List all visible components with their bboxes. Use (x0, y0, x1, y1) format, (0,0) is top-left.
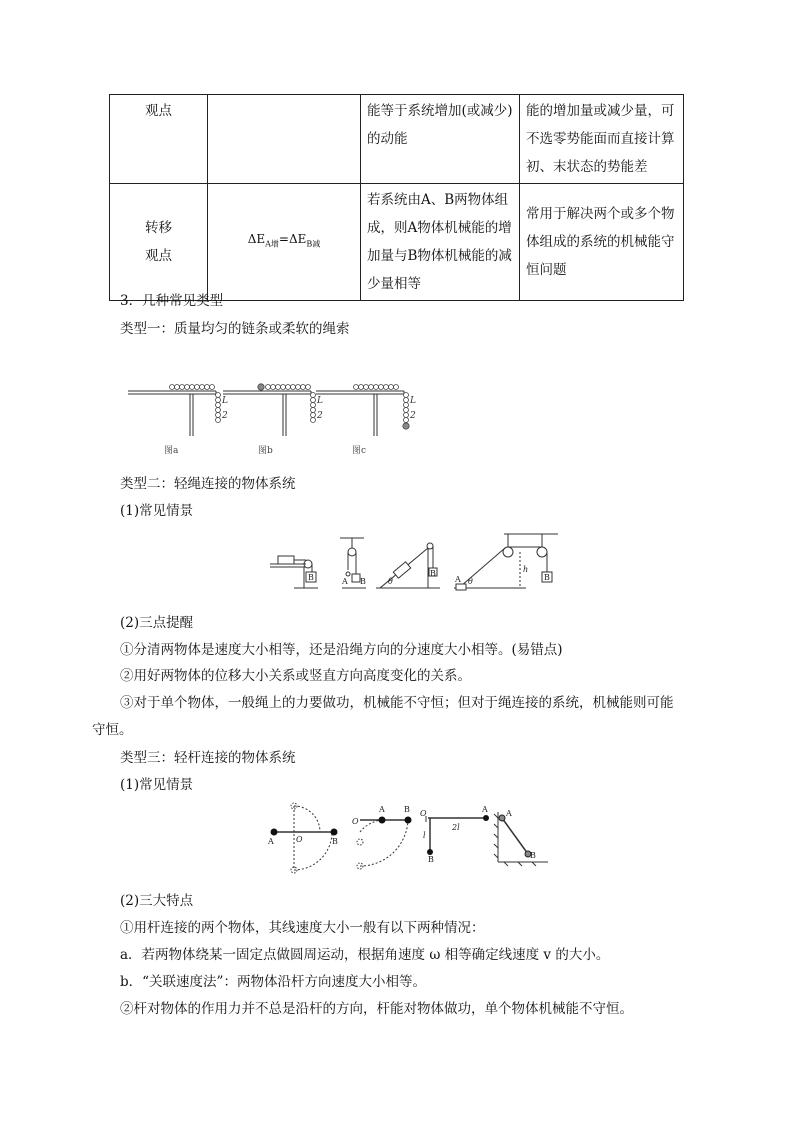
rod-figures (262, 802, 552, 878)
label-l: l (423, 831, 426, 840)
subheading: (1)常见情景 (120, 777, 194, 793)
label-A: A (482, 805, 488, 814)
label-B: B (544, 573, 550, 582)
formula-part: ΔE (247, 232, 266, 247)
label-O: O (420, 809, 427, 818)
mass-A (483, 815, 489, 821)
label-2l: 2l (452, 823, 460, 832)
label-A: A (342, 577, 348, 586)
cell: 能的增加量或减少量，可不选零势能面而直接计算初、末状态的势能差 (520, 95, 684, 184)
label-B: B (404, 805, 410, 814)
mass-A (379, 817, 386, 824)
type-heading: 类型一：质量均匀的链条或柔软的绳索 (120, 321, 350, 337)
reminder-3b: 守恒。 (92, 722, 133, 738)
table-row (110, 184, 684, 301)
subheading: (1)常见情景 (120, 503, 194, 519)
chain-links-a (170, 385, 221, 423)
chain-links-b (258, 384, 316, 423)
label-B: B (430, 569, 436, 578)
label-L: L (222, 396, 228, 406)
cell: 观点 (110, 95, 208, 184)
label-theta: θ (388, 577, 393, 586)
cell (208, 95, 361, 184)
cell (110, 184, 208, 301)
label-B: B (530, 851, 536, 860)
mass-B (331, 829, 338, 836)
formula-part: =ΔE (278, 232, 307, 247)
label-B: B (428, 855, 434, 864)
label-B: B (332, 837, 338, 846)
feature-b: b．“关联速度法”：两物体沿杆方向速度大小相等。 (120, 974, 426, 990)
cell: 若系统由A、B两物体组成，则A物体机械能的增加量与B物体机械能的减少量相等 (361, 184, 520, 301)
label-A: A (506, 809, 512, 818)
caption-c: 图c (352, 446, 367, 456)
formula-sub: B减 (306, 239, 321, 249)
label-O: O (296, 835, 303, 844)
type-heading: 类型二：轻绳连接的物体系统 (120, 476, 296, 492)
table-row (110, 95, 684, 184)
label-B: B (308, 573, 314, 582)
label-theta: θ (468, 577, 473, 586)
feature-2: ②杆对物体的作用力并不总是沿杆的方向，杆能对物体做功，单个物体机械能不守恒。 (120, 1001, 633, 1017)
formula-cell (208, 184, 361, 301)
section-heading: 3．几种常见类型 (120, 293, 224, 309)
rope-figures (268, 532, 558, 594)
label-2: 2 (317, 411, 323, 421)
reminder-1: ①分清两物体是速度大小相等，还是沿绳方向的分速度大小相等。(易错点) (120, 642, 563, 658)
cell: 能等于系统增加(或减少)的动能 (361, 95, 520, 184)
comparison-table (109, 94, 684, 301)
label-O: O (352, 817, 359, 826)
mass-A (271, 829, 278, 836)
cell-text: 转移观点 (145, 220, 172, 264)
label-B: B (360, 577, 366, 586)
label-A: A (268, 837, 274, 846)
label-2: 2 (222, 411, 228, 421)
reminder-3a: ③对于单个物体，一般绳上的力要做功，机械能不守恒；但对于绳连接的系统，机械能则可能 (120, 695, 674, 711)
feature-a: a．若两物体绕某一固定点做圆周运动，根据角速度 ω 相等确定线速度 v 的大小。 (120, 947, 610, 963)
type-heading: 类型三：轻杆连接的物体系统 (120, 750, 296, 766)
caption-a: 图a (164, 446, 179, 456)
feature-1: ①用杆连接的两个物体，其线速度大小一般有以下两种情况： (120, 920, 485, 936)
mass-A (499, 815, 505, 821)
label-h: h (523, 565, 529, 574)
label-L: L (317, 396, 323, 406)
cell: 常用于解决两个或多个物体组成的系统的机械能守恒问题 (520, 184, 684, 301)
subheading: (2)三点提醒 (120, 615, 194, 631)
caption-b: 图b (258, 446, 273, 456)
label-A: A (379, 805, 385, 814)
label-2: 2 (410, 411, 416, 421)
subheading: (2)三大特点 (120, 893, 194, 909)
formula-sub: A增 (265, 239, 279, 249)
reminder-2: ②用好两物体的位移大小关系或竖直方向高度变化的关系。 (120, 668, 471, 684)
chain-figures (128, 368, 418, 458)
mass-B (405, 817, 412, 824)
label-A: A (455, 575, 461, 584)
label-L: L (410, 396, 416, 406)
